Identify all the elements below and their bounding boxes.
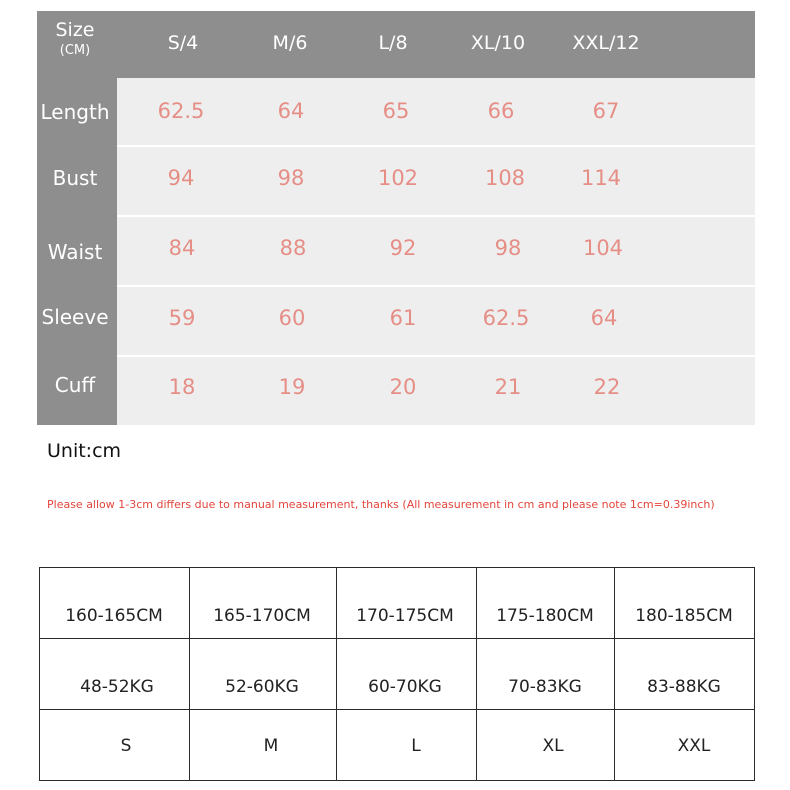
column-header-xl: XL/10 [470, 32, 526, 54]
weight-cell-m: 52-60KG [225, 677, 299, 697]
row-label-length: Length [40, 100, 110, 124]
cell-length-s: 62.5 [157, 99, 205, 123]
cell-cuff-xl: 21 [494, 375, 522, 399]
cell-bust-xxl: 114 [580, 166, 622, 190]
size-cell-m: M [263, 736, 279, 756]
column-header-s: S/4 [167, 32, 199, 54]
size-chart-corner [55, 18, 94, 60]
grid-line [40, 709, 754, 710]
size-cell-xxl: XXL [677, 736, 711, 756]
row-label-sleeve: Sleeve [41, 305, 109, 329]
column-header-l: L/8 [378, 32, 408, 54]
corner-unit: (CM) [59, 43, 91, 58]
cell-length-l: 65 [382, 99, 410, 123]
height-cell-s: 160-165CM [65, 606, 163, 626]
cell-length-xxl: 67 [592, 99, 620, 123]
grid-line [614, 568, 615, 780]
cell-bust-s: 94 [167, 166, 195, 190]
cell-sleeve-xxl: 64 [590, 306, 618, 330]
cell-sleeve-l: 61 [389, 306, 417, 330]
row-label-waist: Waist [47, 240, 103, 264]
cell-waist-l: 92 [389, 236, 417, 260]
column-header-xxl: XXL/12 [572, 32, 640, 54]
grid-line [40, 638, 754, 639]
row-label-bust: Bust [52, 166, 98, 190]
row-label-cuff: Cuff [54, 373, 96, 397]
weight-cell-xl: 70-83KG [508, 677, 582, 697]
grid-line [476, 568, 477, 780]
row-background-length [117, 78, 755, 145]
size-cell-s: S [120, 736, 132, 756]
row-background-bust [117, 147, 755, 215]
size-chart-header [37, 11, 755, 78]
row-background-sleeve [117, 287, 755, 355]
cell-waist-xxl: 104 [582, 236, 624, 260]
size-cell-l: L [411, 736, 421, 756]
cell-length-xl: 66 [487, 99, 515, 123]
height-cell-xl: 175-180CM [496, 606, 594, 626]
cell-cuff-s: 18 [168, 375, 196, 399]
cell-waist-s: 84 [168, 236, 196, 260]
size-cell-xl: XL [542, 736, 564, 756]
row-background-waist [117, 217, 755, 285]
height-cell-m: 165-170CM [213, 606, 311, 626]
size-chart-table [37, 11, 755, 425]
weight-cell-s: 48-52KG [80, 677, 154, 697]
cell-waist-xl: 98 [494, 236, 522, 260]
weight-cell-l: 60-70KG [368, 677, 442, 697]
cell-bust-m: 98 [277, 166, 305, 190]
unit-label: Unit:cm [47, 440, 122, 462]
cell-sleeve-m: 60 [278, 306, 306, 330]
grid-line [189, 568, 190, 780]
row-background-cuff [117, 357, 755, 425]
cell-length-m: 64 [277, 99, 305, 123]
corner-title: Size [55, 19, 95, 41]
weight-cell-xxl: 83-88KG [647, 677, 721, 697]
cell-bust-l: 102 [377, 166, 419, 190]
cell-cuff-m: 19 [278, 375, 306, 399]
height-weight-table [39, 567, 755, 781]
height-cell-xxl: 180-185CM [635, 606, 733, 626]
grid-line [336, 568, 337, 780]
measurement-note: Please allow 1-3cm differs due to manual measurement, thanks (All measurement in cm and please note 1cm=0.39inch) [47, 498, 715, 511]
cell-bust-xl: 108 [484, 166, 526, 190]
column-header-m: M/6 [272, 32, 308, 54]
cell-cuff-l: 20 [389, 375, 417, 399]
cell-sleeve-s: 59 [168, 306, 196, 330]
cell-waist-m: 88 [279, 236, 307, 260]
cell-cuff-xxl: 22 [593, 375, 621, 399]
height-cell-l: 170-175CM [356, 606, 454, 626]
cell-sleeve-xl: 62.5 [482, 306, 530, 330]
